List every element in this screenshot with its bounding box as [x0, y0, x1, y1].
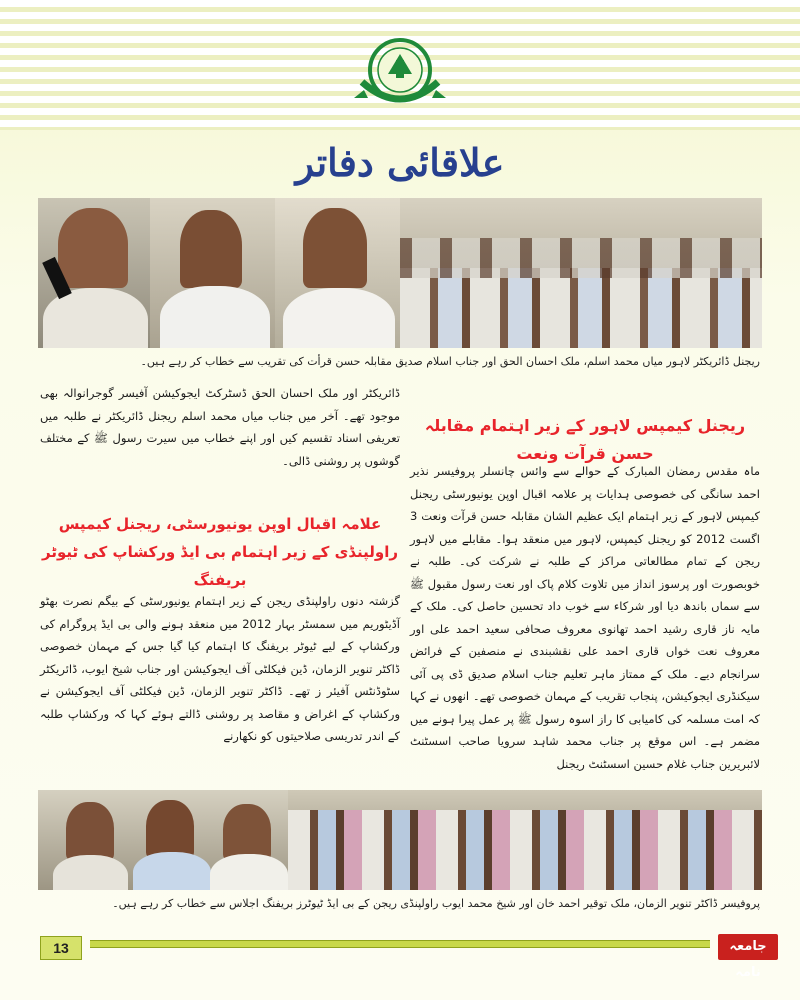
article2-heading: علامہ اقبال اوپن یونیورسٹی، ریجنل کیمپس راولپنڈی کے زیر اہتمام بی ایڈ ورکشاپ کی ٹیوٹر بریفنگ: [42, 515, 398, 589]
photo-speaker-1: [38, 198, 150, 348]
photo-speaker-2: [150, 198, 275, 348]
photo-audience-bottom: [288, 790, 762, 890]
page-title: علاقائی دفاتر: [295, 140, 505, 185]
article1-body: ماہ مقدس رمضان المبارک کے حوالے سے وائس چانسلر پروفیسر نذیر احمد سانگی کی خصوصی ہدایات پر علامہ اقبال اوپن یونیورسٹی ریجنل کیمپس لاہور کے زیر اہتمام ایک عظیم الشان مقابلہ حسن قرآت ونعت 3 اگست 2012 کو ریجنل کیمپس، لاہور میں منعقد ہوا۔ مقابلے میں لاہور ریجن کے تمام مطالعاتی مراکز کے طلبہ نے شرکت کی۔ طلبہ نے خوبصورت اور پرسوز انداز میں تلاوت کلام پاک اور نعت رسول مقبول ﷺ سے سماں باندھ دیا اور شرکاء سے خوب داد تحسین حاصل کی۔ ملک کے مایہ ناز قاری رشید احمد تھانوی معروف صحافی سعید احمد علی اور معروف نعت خواں قاری احمد علی نقشبندی نے منصفین کے فرائض سرانجام دیے۔ ملک کے ممتاز ماہر تعلیم جناب اسلام صدیق ڈی پی آئی سیکنڈری ایجوکیشن، پنجاب تقریب کے مہمان خصوصی تھے۔ انھوں نے کہا کہ امت مسلمہ کی کامیابی کا راز اسوہ رسول ﷺ پر عمل پیرا ہونے میں مضمر ہے۔ اس موقع پر جناب محمد شاہد سرویا صاحب اسسٹنٹ لائبریرین جناب غلام حسین اسسٹنٹ ریجنل: [410, 464, 760, 771]
top-photo-caption: ریجنل ڈائریکٹر لاہور میاں محمد اسلم، ملک احسان الحق اور جناب اسلام صدیق مقابلہ حسن قرأت کی تقریب سے خطاب کر رہے ہیں۔: [140, 355, 760, 368]
bottom-photo-caption: پروفیسر ڈاکٹر تنویر الزمان، ملک توقیر احمد خان اور شیخ محمد ایوب راولپنڈی ریجن کے بی ایڈ ٹیوٹرز بریفنگ اجلاس سے خطاب کر رہے ہیں۔: [112, 897, 760, 910]
publication-name: جامعہ نامہ: [718, 934, 778, 960]
university-logo: [350, 20, 450, 120]
photo-speakers-bottom: [38, 790, 288, 890]
photo-speaker-3: [275, 198, 400, 348]
photo-audience-top: [400, 198, 762, 348]
footer-rule: [90, 940, 710, 948]
article1-continuation: ڈائریکٹر اور ملک احسان الحق ڈسٹرکٹ ایجوکیشن آفیسر گوجرانوالہ بھی موجود تھے۔ آخر میں جناب میاں محمد اسلم ریجنل ڈائریکٹر نے طلبہ میں تعریفی اسناد تقسیم کیں اور اپنے خطاب میں سیرت رسول ﷺ کے مختلف گوشوں پر روشنی ڈالی۔: [40, 386, 400, 468]
article2-body: گزشتہ دنوں راولپنڈی ریجن کے زیر اہتمام یونیورسٹی کے بیگم نصرت بھٹو آڈیٹوریم میں سمسٹر بہار 2012 میں منعقد ہونے والی بی ایڈ پروگرام کی ورکشاپ کے لیے ٹیوٹر بریفنگ کا اہتمام کیا گیا جس کے مہمان خصوصی ڈاکٹر تنویر الزمان، ڈین فیکلٹی آف ایجوکیشن اور جناب شیخ ایوب، ڈائریکٹر سٹوڈنٹس آفیئر ز تھے۔ ڈاکٹر تنویر الزمان، ڈین فیکلٹی آف ایجوکیشن نے ورکشاپ کے اغراض و مقاصد پر روشنی ڈالتے ہوئے کہا کہ ورکشاپ طلبہ کے اندر تدریسی صلاحیتوں کو نکھارنے: [40, 594, 400, 743]
article1-heading: ریجنل کیمپس لاہور کے زیر اہتمام مقابلہ حسن قرآت ونعت: [424, 416, 746, 463]
page-number: 13: [40, 936, 82, 960]
